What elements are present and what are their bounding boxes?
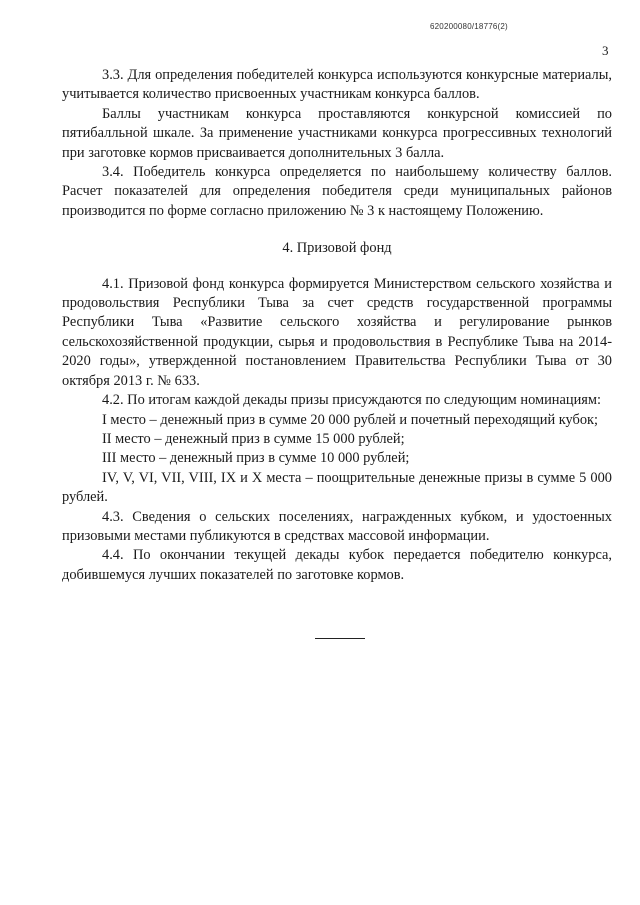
end-divider — [315, 638, 365, 639]
paragraph-4-2: 4.2. По итогам каждой декады призы присуждаются по следующим номинациям: — [102, 392, 602, 409]
paragraph-4-4: 4.4. По окончании текущей декады кубок передается победителю конкурса, добившемуся лучших показателей по заготовке кормов. — [62, 547, 612, 583]
prize-place-3: III место – денежный приз в сумме 10 000 рублей; — [102, 450, 410, 467]
paragraph-4-1: 4.1. Призовой фонд конкурса формируется Министерством сельского хозяйства и продовольствия Республики Тыва за счет средств государственной программы Республики Тыва «Развитие сельского хозяйства и регулирование рынков сельскохозяйственной продукции, сырья и продовольствия в Республике Тыва на 2014-2020 годы», утвержденной постановлением Правительства Республики Тыва от 30 октября 2013 г. № 633. — [62, 275, 612, 389]
prize-place-1: I место – денежный приз в сумме 20 000 рублей и почетный переходящий кубок; — [102, 411, 599, 428]
prize-places-4-10: IV, V, VI, VII, VIII, IX и X места – поощрительные денежные призы в сумме 5 000 рублей. — [62, 469, 612, 506]
paragraph-3-4: 3.4. Победитель конкурса определяется по наибольшему количеству баллов. Расчет показателей для определения победителя среди муниципальных районов производится по форме согласно приложению № 3 к настоящему Положению. — [62, 164, 612, 219]
page-number: 3 — [602, 43, 609, 58]
prize-place-2: II место – денежный приз в сумме 15 000 рублей; — [102, 430, 405, 447]
paragraph-scores: Баллы участникам конкурса проставляются конкурсной комиссией по пятибалльной шкале. За применение участниками конкурса прогрессивных технологий при заготовке кормов присваивается дополнительных 3 балла. — [62, 105, 612, 161]
paragraph-4-3: 4.3. Сведения о сельских поселениях, награжденных кубком, и удостоенных призовыми местами публикуются в средствах массовой информации. — [62, 508, 612, 544]
section-heading-prize-fund: 4. Призовой фонд — [282, 240, 392, 257]
document-id: 620200080/18776(2) — [430, 22, 508, 31]
paragraph-3-3: 3.3. Для определения победителей конкурса используются конкурсные материалы, учитывается количество присвоенных участникам конкурса баллов. — [62, 67, 612, 103]
document-body — [62, 66, 612, 585]
